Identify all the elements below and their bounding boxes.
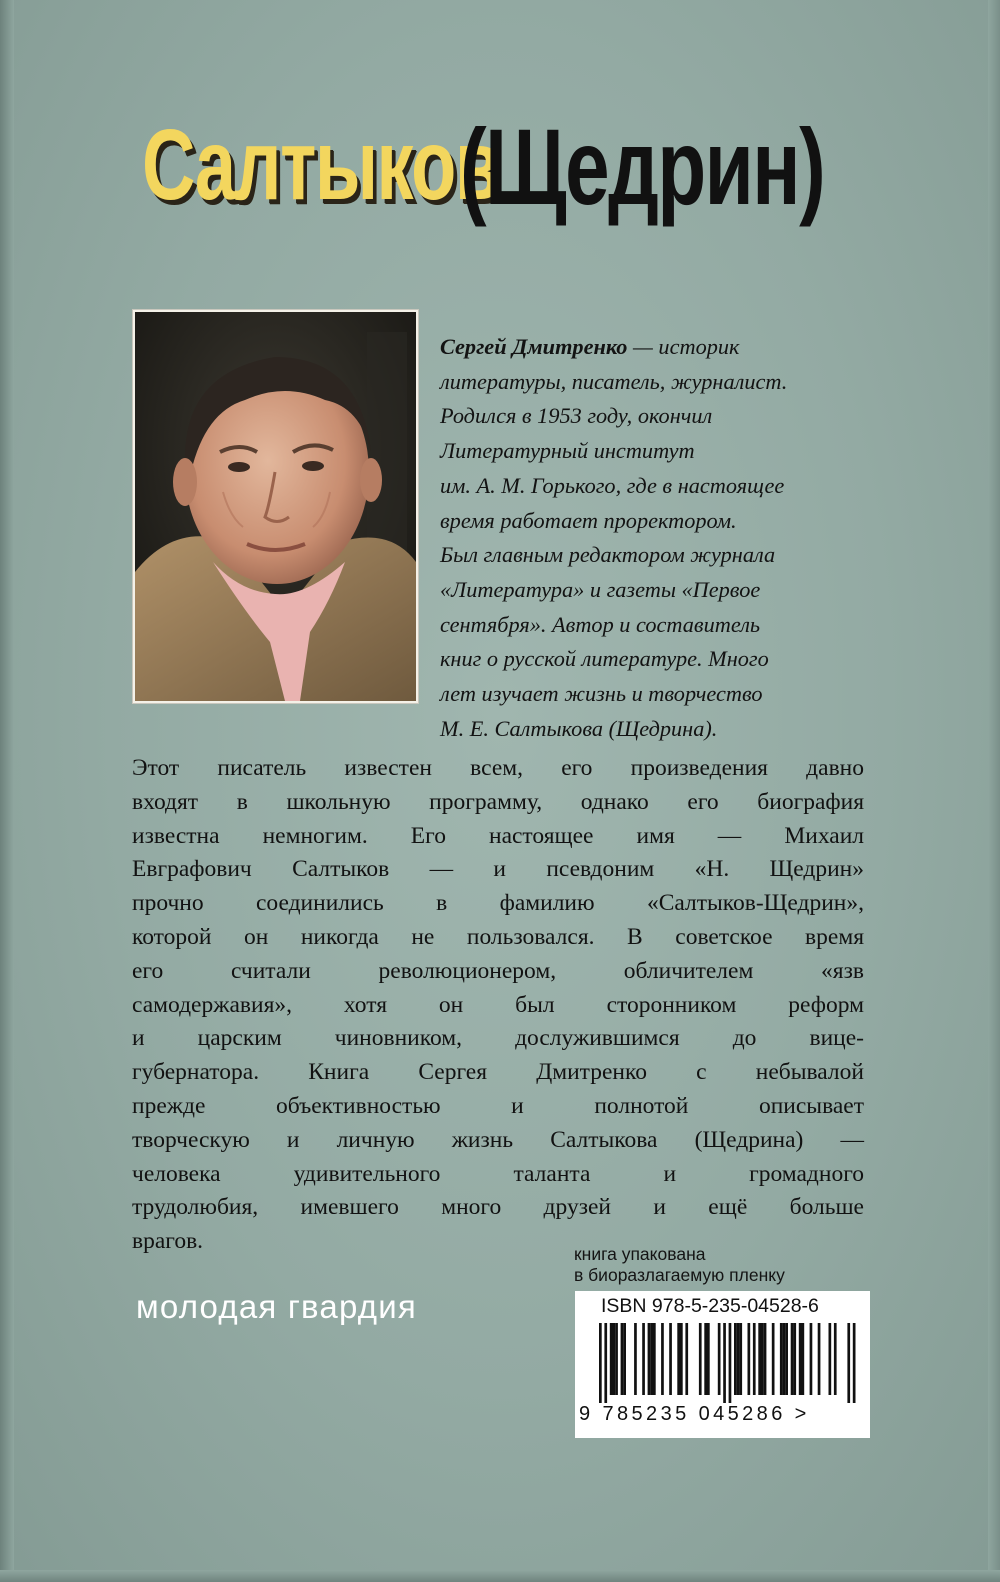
barcode-bar [648,1323,651,1395]
barcode-bar [599,1323,602,1403]
barcode-bar [653,1323,656,1395]
barcode-panel [575,1291,870,1438]
barcode-bar [785,1323,788,1395]
barcode-bar [829,1323,832,1395]
barcode-bar [677,1323,680,1395]
barcode-bar [680,1323,683,1395]
barcode-bar [634,1323,637,1395]
isbn-label: ISBN 978-5-235-04528-6 [601,1295,819,1317]
author-portrait-image [135,312,416,701]
publisher-name: молодая гвардия [136,1288,417,1325]
description-line: прежде объективностью и полнотой описывает [132,1092,864,1119]
barcode-bar [621,1323,624,1395]
barcode-bar [772,1323,775,1395]
description-line: Евграфович Салтыков — и псевдоним «Н. Щедрин» [132,856,864,883]
barcode-bar [661,1323,664,1395]
barcode-bar [642,1323,645,1395]
book-title [142,88,862,258]
barcode-bar [623,1323,626,1395]
barcode-bar [707,1323,710,1395]
barcode-bar [604,1323,607,1403]
cover-edge-bottom [0,1570,1000,1582]
description-line: входят в школьную программу, однако его биография [132,788,864,815]
description-line: его считали революционером, обличителем «язв [132,957,864,984]
barcode-bar [847,1323,850,1403]
description-line: и царским чиновником, дослужившимся до вице- [132,1025,864,1052]
bio-line: лет изучает жизнь и творчество [440,681,763,707]
barcode-bar [748,1323,751,1395]
barcode-bar [739,1323,742,1395]
bio-author-name: Сергей Дмитренко [440,334,628,359]
title-parenthetical: (Щедрин) [460,106,825,227]
cover-edge-left [0,0,14,1582]
packaging-note-line: книга упакована [574,1244,706,1264]
barcode-bar [753,1323,756,1395]
barcode-bar [791,1323,794,1395]
bio-line: им. А. М. Горького, где в настоящее [440,472,785,498]
barcode-bar [758,1323,761,1395]
bio-line: Сергей Дмитренко — историк [440,334,740,359]
bio-line: Был главным редактором журнала [440,542,776,568]
barcode-bar [718,1323,721,1395]
barcode-bar [699,1323,702,1395]
barcode-bar [802,1323,805,1395]
description-line: Этот писатель известен всем, его произведения давно [132,755,864,781]
bio-line: Литературный институт [440,438,695,464]
bio-line: книг о русской литературе. Много [440,646,769,672]
description-line: трудолюбия, имевшего много друзей и ещё больше [132,1194,864,1221]
barcode-bar [650,1323,653,1395]
barcode-bar [723,1323,726,1403]
description-line: губернатора. Книга Сергея Дмитренко с небывалой [132,1059,864,1086]
title-main: Салтыков [142,109,499,221]
description-line: прочно соединились в фамилию «Салтыков-Щедрин», [132,890,864,917]
barcode-bar [780,1323,783,1395]
description-line-last: врагов. [132,1228,204,1255]
barcode-bar [613,1323,616,1395]
book-description [132,752,864,1259]
barcode-bar [737,1323,740,1395]
barcode-bar [783,1323,786,1395]
description-line: творческую и личную жизнь Салтыкова (Щедрина) — [132,1126,864,1153]
description-line: известна немногим. Его настоящее имя — Михаил [132,822,864,849]
description-line: которой он никогда не пользовался. В советское время [132,923,864,950]
bio-line: литературы, писатель, журналист. [440,368,788,394]
author-bio [440,330,860,746]
description-line: самодержавия», хотя он был сторонником реформ [132,991,864,1018]
bio-line: время работает проректором. [440,507,737,533]
barcode-bar [685,1323,688,1395]
description-line: человека удивительного таланта и громадного [132,1160,864,1187]
barcode-bar [704,1323,707,1395]
barcode-bar [734,1323,737,1395]
barcode-bar [610,1323,613,1395]
barcode-bar [761,1323,764,1395]
bio-line: сентября». Автор и составитель [440,611,761,637]
barcode-bar [818,1323,821,1395]
barcode-bar [615,1323,618,1395]
packaging-note-line: в биоразлагаемую пленку [574,1265,785,1285]
bio-line: «Литература» и газеты «Первое [440,576,761,602]
bio-line: М. Е. Салтыкова (Щедрина). [440,715,718,741]
cover-edge-right [988,0,1000,1582]
barcode-bar [764,1323,767,1395]
barcode-bar [669,1323,672,1395]
barcode-bar [810,1323,813,1395]
packaging-note [574,1244,864,1286]
barcode-icon [583,1323,863,1403]
barcode-bar [793,1323,796,1395]
barcode-bar [834,1323,837,1395]
barcode-digits: 9 785235 045286 > [579,1403,810,1425]
author-photo [133,310,418,703]
barcode-bar [729,1323,732,1403]
barcode-bar [799,1323,802,1395]
bio-line: Родился в 1953 году, окончил [440,403,713,429]
barcode-bar [853,1323,856,1403]
